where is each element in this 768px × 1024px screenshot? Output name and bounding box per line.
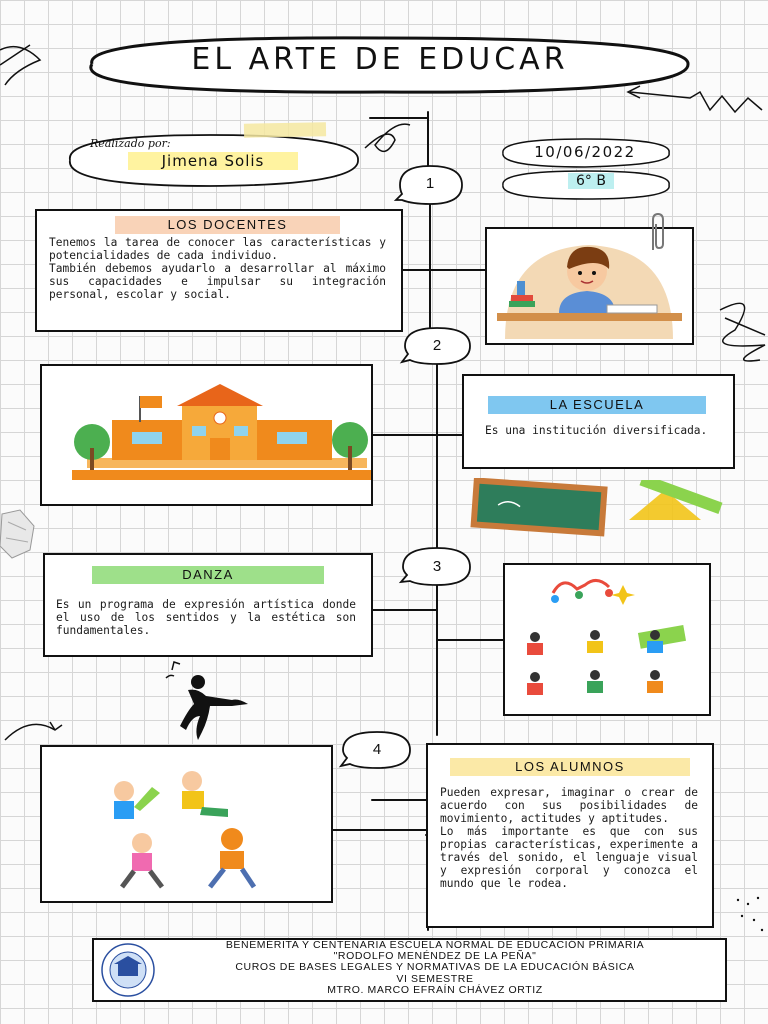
dancer-silhouette xyxy=(158,660,258,742)
page-title: EL ARTE DE EDUCAR xyxy=(191,42,569,77)
school-image-frame xyxy=(40,364,373,506)
dance-illustration xyxy=(505,565,709,714)
footer-line-3: CUROS DE BASES LEGALES Y NORMATIVAS DE LA EDUCACIÓN BÁSICA xyxy=(235,961,635,974)
ruler-icon xyxy=(625,480,725,528)
author-name: Jimena Solis xyxy=(128,152,298,170)
footer-line-2: "RODOLFO MENÉNDEZ DE LA PEÑA" xyxy=(333,950,537,963)
step-4: 4 xyxy=(372,741,382,758)
children-image-frame xyxy=(40,745,333,903)
date: 10/06/2022 xyxy=(534,143,636,161)
paper-ball-icon xyxy=(0,508,36,560)
escuela-title: LA ESCUELA xyxy=(488,396,706,414)
footer-line-1: BENEMÉRITA Y CENTENARIA ESCUELA NORMAL DE EDUCACIÓN PRIMARIA xyxy=(225,939,645,951)
footer-text xyxy=(160,940,710,996)
footer-line-4: VI SEMESTRE xyxy=(396,972,474,985)
alumnos-text: Pueden expresar, imaginar o crear de acuerdo con sus posibilidades de movimiento, actitudes y aptitudes. Lo más importante es que con sus propias características, experimente a través del sonido, el lenguaje visual y expresión corporal y conozca el mundo que le rodea. xyxy=(440,786,698,890)
alumnos-title: LOS ALUMNOS xyxy=(450,758,690,776)
footer-line-5: MTRO. MARCO EFRAÍN CHÁVEZ ORTIZ xyxy=(327,983,543,996)
author-label: Realizado por: xyxy=(90,137,171,150)
children-illustration xyxy=(42,747,331,901)
danza-title: DANZA xyxy=(92,566,324,584)
paperclip-icon xyxy=(645,212,669,254)
school-illustration xyxy=(42,366,371,504)
escuela-card xyxy=(462,374,735,469)
danza-text: Es un programa de expresión artística donde el uso de los sentidos y la estética son fundamentales. xyxy=(56,598,356,637)
step-3: 3 xyxy=(432,558,442,575)
docentes-title: LOS DOCENTES xyxy=(115,216,340,234)
school-seal xyxy=(100,942,156,998)
step-2: 2 xyxy=(432,337,442,354)
group: 6° B xyxy=(568,173,614,189)
dance-image-frame xyxy=(503,563,711,716)
dots-decoration xyxy=(728,890,768,940)
docentes-text: Tenemos la tarea de conocer las características y potencialidades de cada individuo. También debemos ayudarlo a desarrollar al máximo sus capacidades e impulsar su integración personal, escolar y social. xyxy=(49,236,386,301)
step-1: 1 xyxy=(425,175,435,192)
escuela-text: Es una institución diversificada. xyxy=(485,424,708,437)
chalkboard-icon xyxy=(468,478,613,540)
